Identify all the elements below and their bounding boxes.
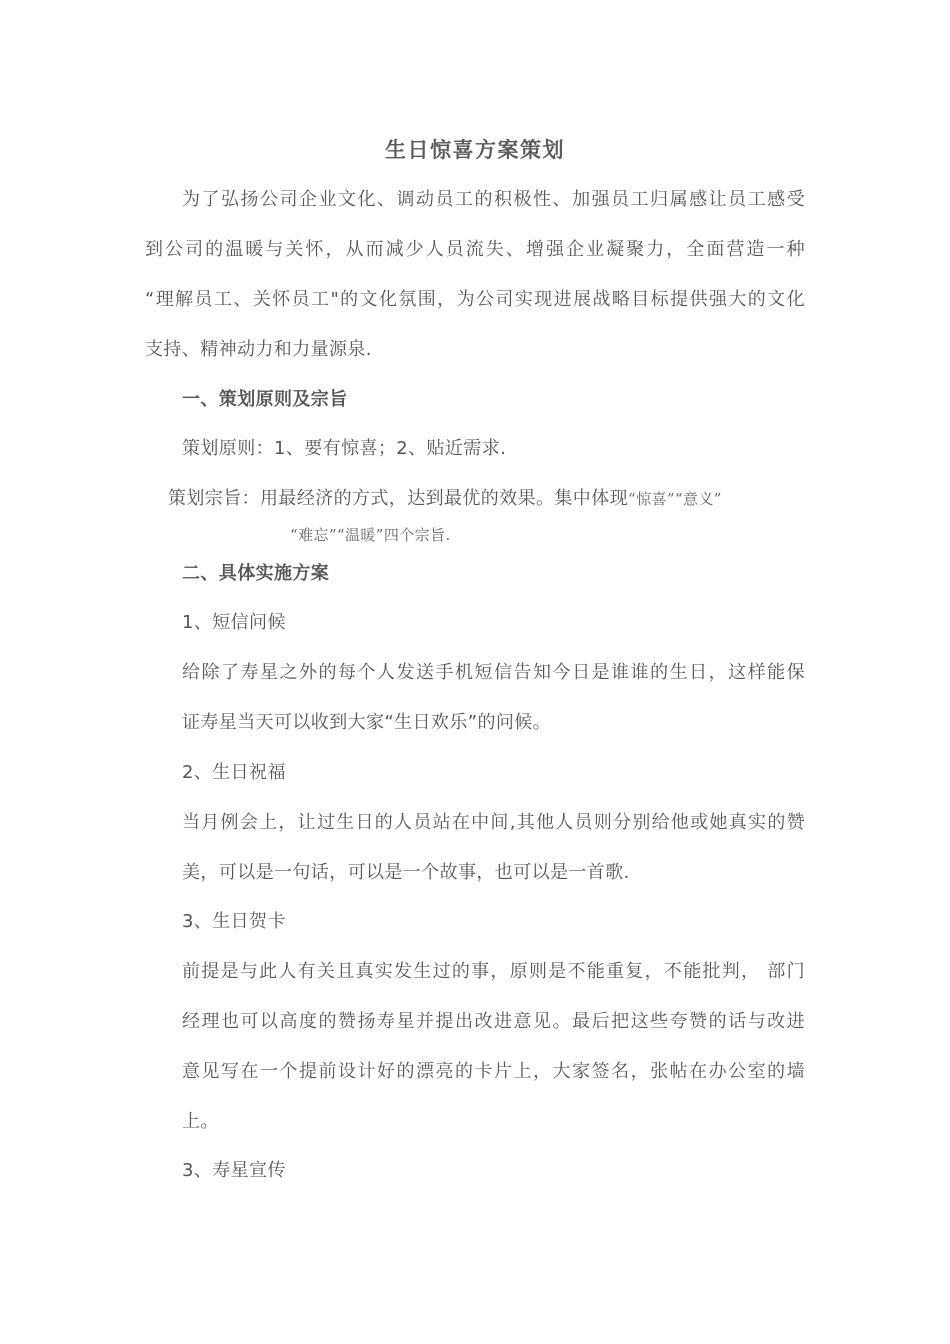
item-blessing-body-1: 当月例会上，让过生日的人员站在中间,其他人员则分别给他或她真实的赞 <box>182 812 805 833</box>
item-card-body-1: 前提是与此人有关且真实发生过的事，原则是不能重复，不能批判， 部门 <box>182 961 805 982</box>
principle-text: 策划原则：1、要有惊喜；2、贴近需求. <box>182 438 507 459</box>
item-title-promotion: 3、寿星宣传 <box>182 1160 286 1181</box>
intro-line-3: “理解员工、关怀员工"的文化氛围，为公司实现进展战略目标提供强大的文化 <box>145 289 805 310</box>
item-sms-body-2: 证寿星当天可以收到大家“生日欢乐”的问候。 <box>182 712 552 733</box>
item-title-sms: 1、短信问候 <box>182 612 286 633</box>
item-card-body-4: 上。 <box>182 1111 219 1132</box>
item-sms-body-1: 给除了寿星之外的每个人发送手机短信告知今日是谁谁的生日，这样能保 <box>182 662 805 683</box>
item-card-body-2: 经理也可以高度的赞扬寿星并提出改进意见。最后把这些夸赞的话与改进 <box>182 1011 805 1032</box>
section-heading-principles: 一、策划原则及宗旨 <box>182 389 348 410</box>
purpose-quote-text: “惊喜”“意义” <box>628 490 722 508</box>
item-blessing-body-2: 美，可以是一句话，可以是一个故事，也可以是一首歌. <box>182 862 630 883</box>
purpose-line-2: “难忘”“温暖”四个宗旨. <box>290 526 451 544</box>
section-heading-plan: 二、具体实施方案 <box>182 563 330 584</box>
intro-line-4: 支持、精神动力和力量源泉. <box>145 339 372 360</box>
item-card-body-3: 意见写在一个提前设计好的漂亮的卡片上，大家签名，张帖在办公室的墙 <box>182 1061 805 1082</box>
item-title-blessing: 2、生日祝福 <box>182 762 286 783</box>
intro-line-1: 为了弘扬公司企业文化、调动员工的积极性、加强员工归属感让员工感受 <box>182 189 805 210</box>
purpose-main-text: 策划宗旨：用最经济的方式，达到最优的效果。集中体现 <box>168 488 628 509</box>
document-title: 生日惊喜方案策划 <box>385 138 565 162</box>
intro-line-2: 到公司的温暖与关怀，从而减少人员流失、增强企业凝聚力，全面营造一种 <box>145 239 805 260</box>
purpose-line-1 <box>168 487 722 511</box>
item-title-card: 3、生日贺卡 <box>182 911 286 932</box>
